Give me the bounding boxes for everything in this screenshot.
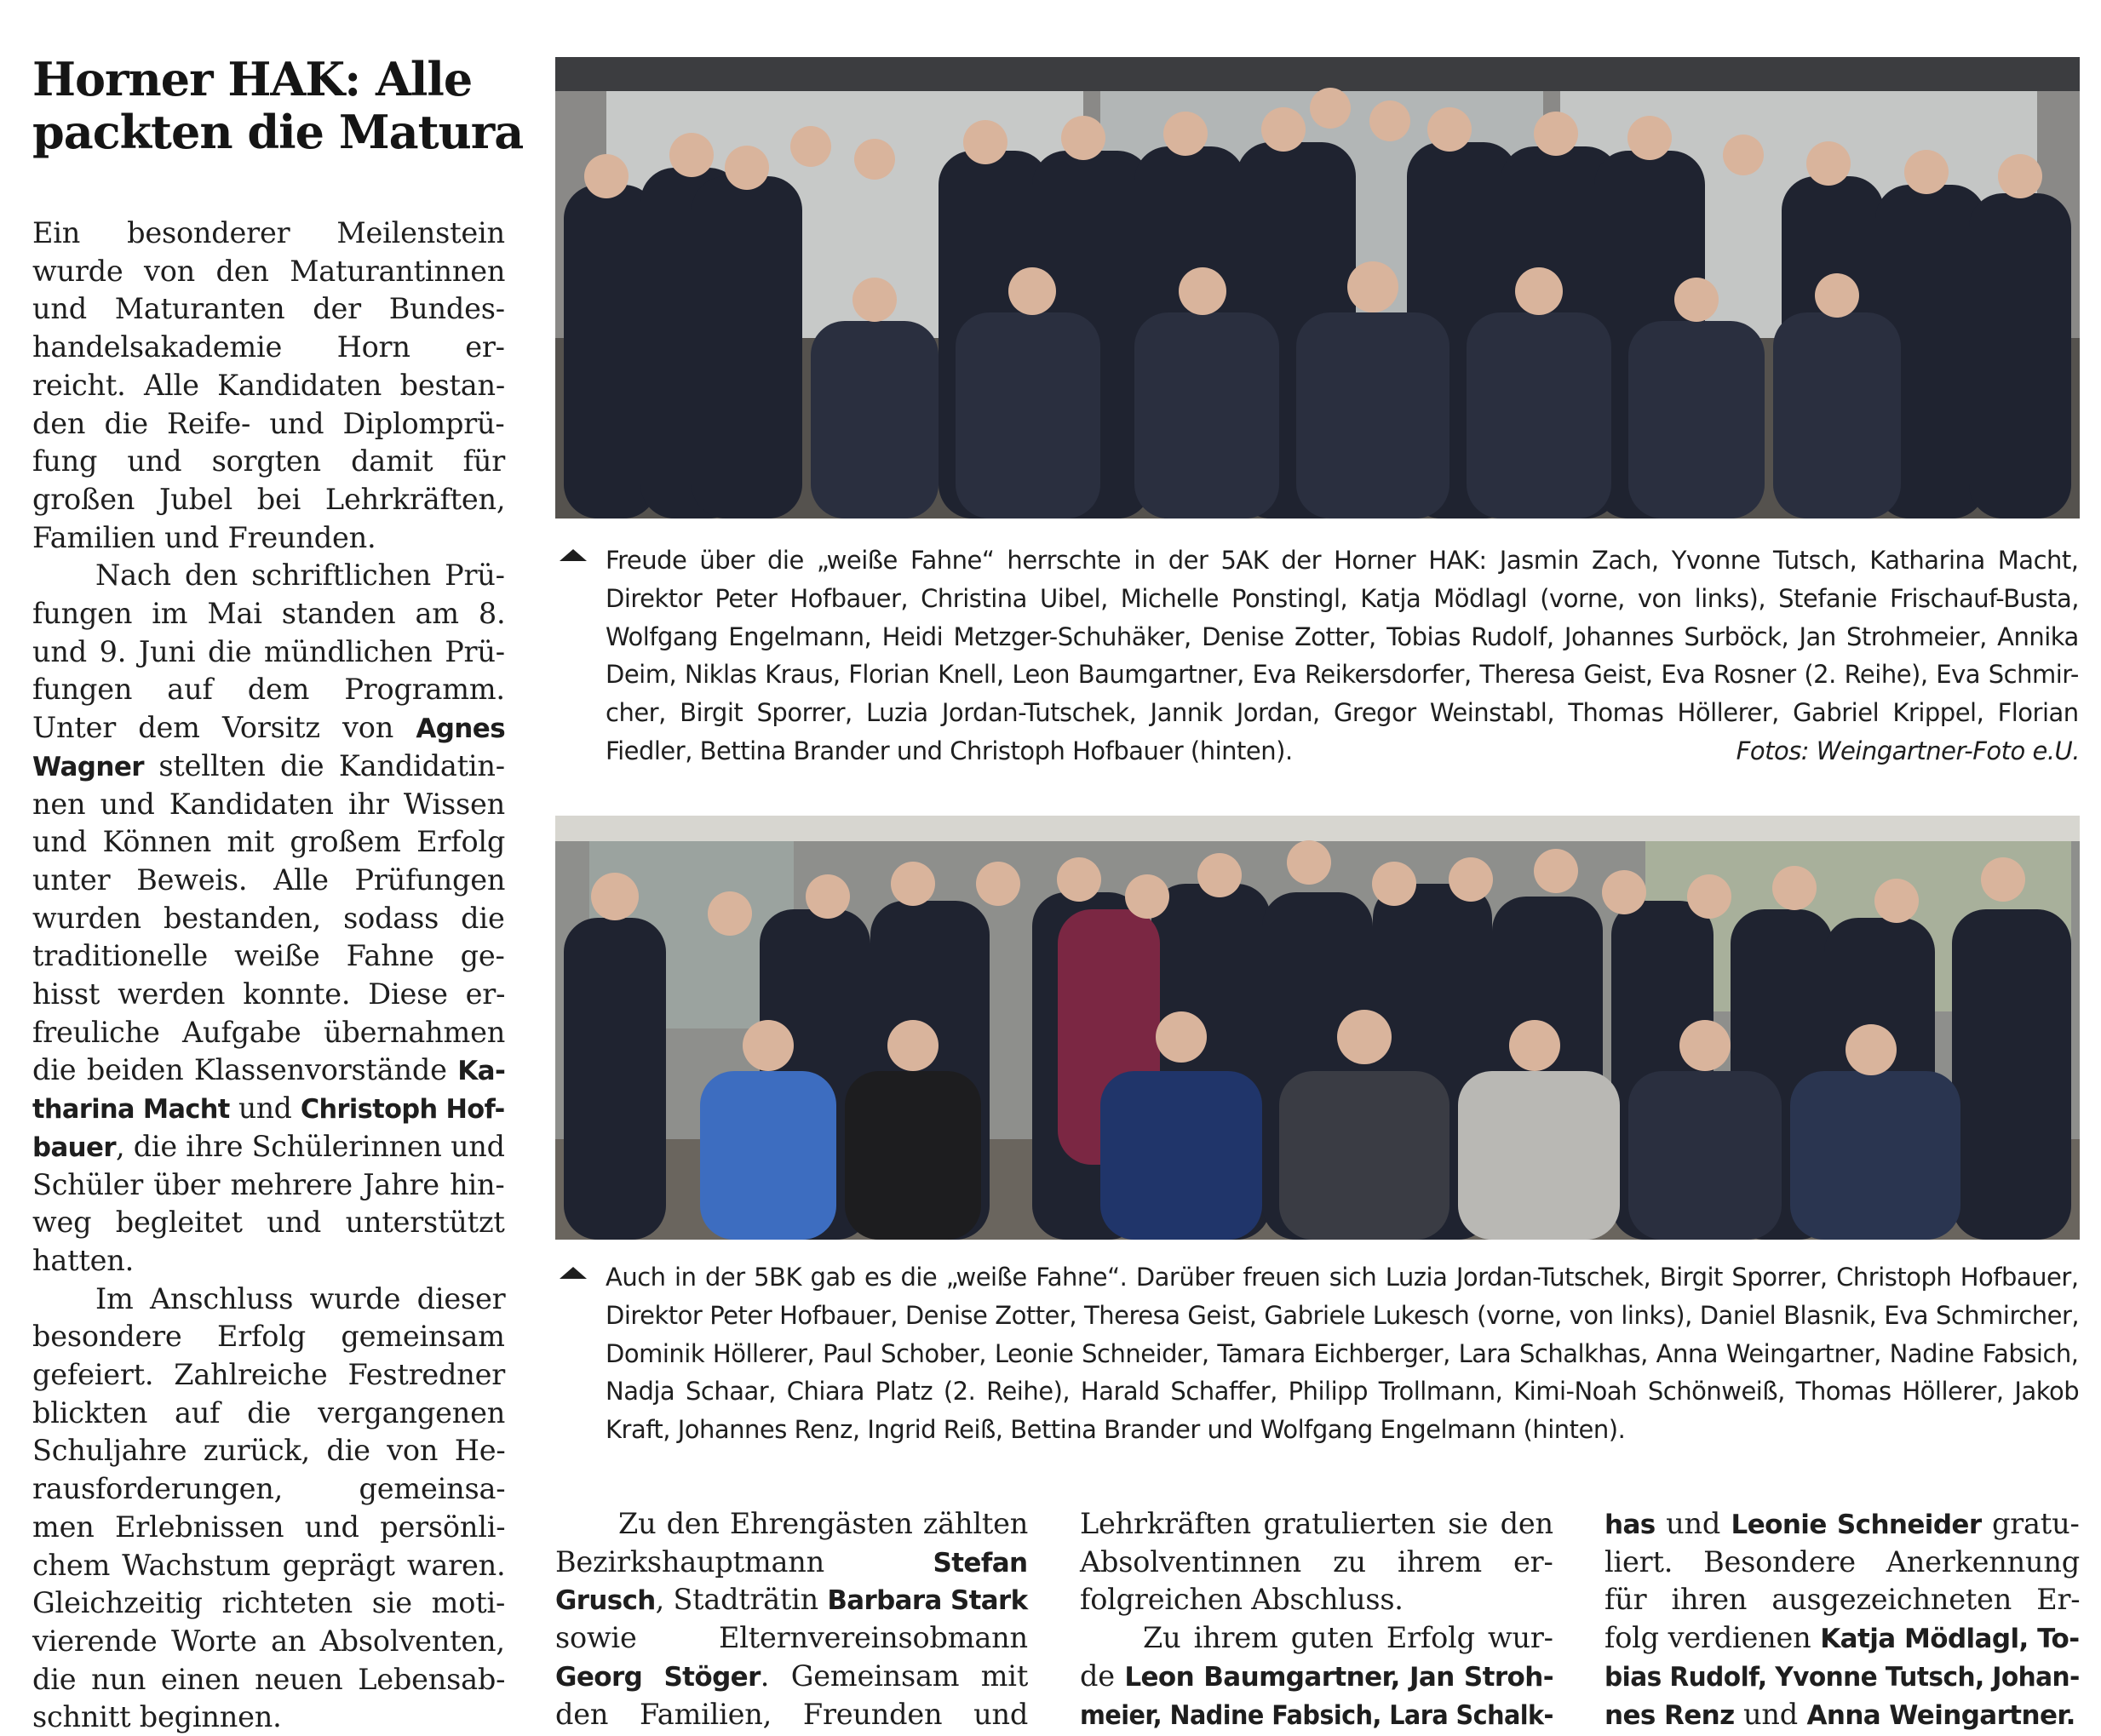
column3-line <box>1080 1696 1553 1734</box>
text-run: wurden bestanden, sodass die <box>32 901 505 935</box>
text-run: fungen auf dem Programm. <box>32 673 505 707</box>
headline-line-1: Horner HAK: Alle <box>32 52 473 106</box>
column1-line <box>32 1090 505 1128</box>
caption1-line: Freude über die „weiße Fahne“ herrschte in der 5AK der Horner HAK: Jasmin Zach, Yvonne Tutsch, Katharina Macht, <box>606 546 2079 575</box>
bold-name: Anna Weingartner. <box>1806 1699 2075 1731</box>
article-headline <box>32 52 524 159</box>
text-run: Familien und Freunden. <box>32 520 376 554</box>
column1-line <box>32 748 505 786</box>
text-run: und <box>1734 1697 1807 1731</box>
bold-name: Wagner <box>32 751 144 782</box>
column1-line <box>32 329 505 366</box>
text-run: Unter dem Vorsitz von <box>32 711 416 745</box>
text-run: Lehrkräften gratulierten sie den <box>1080 1507 1553 1540</box>
column1-line <box>32 1623 505 1660</box>
bold-name: Leonie Schneider <box>1731 1510 1982 1540</box>
text-run: großen Jubel bei Lehrkräften, <box>32 482 506 516</box>
column1-line <box>32 215 505 252</box>
text-run: die nun einen neuen Lebensab- <box>32 1662 506 1696</box>
column1-line <box>32 633 505 671</box>
column1-line <box>32 595 505 633</box>
column1-line <box>32 976 505 1013</box>
caption-1-marker-icon <box>560 549 587 561</box>
column1-line <box>32 1318 505 1355</box>
column4-line <box>1604 1619 2080 1658</box>
text-run: Zu den Ehrengästen zählten <box>618 1507 1029 1540</box>
column3-line <box>1080 1505 1553 1543</box>
text-run: . Gemeinsam mit <box>760 1659 1029 1693</box>
column1-line <box>32 1356 505 1394</box>
text-run: besondere Erfolg gemeinsam <box>32 1320 505 1354</box>
text-run: Nach den schriftlichen Prü- <box>95 559 505 593</box>
bold-name: Barbara Stark <box>827 1585 1028 1617</box>
column4-line <box>1604 1658 2080 1696</box>
column1-line <box>32 1166 505 1204</box>
text-run: men Erlebnissen und persönli- <box>32 1510 506 1544</box>
column1-line <box>32 900 505 937</box>
column3-line <box>1143 1619 1553 1657</box>
bold-name: Grusch <box>555 1585 656 1617</box>
text-run: folg verdienen <box>1604 1621 1821 1655</box>
text-run: reicht. Alle Kandidaten bestan- <box>32 368 505 402</box>
bold-name: bauer <box>32 1132 116 1163</box>
text-run: folgreichen Abschluss. <box>1080 1583 1404 1617</box>
bold-name: Agnes <box>416 713 506 745</box>
column1-line <box>32 1547 505 1584</box>
text-run: fungen im Mai standen am 8. <box>32 597 506 630</box>
bold-name: bias Rudolf, Yvonne Tutsch, Johan- <box>1604 1661 2080 1693</box>
text-run: den Familien, Freunden und <box>555 1697 1029 1731</box>
bold-name: Georg Stöger <box>555 1661 761 1693</box>
caption2-line: Direktor Peter Hofbauer, Denise Zotter, Theresa Geist, Gabriele Lukesch (vorne, von links), Daniel Blasnik, Eva Schmircher, <box>606 1300 2080 1330</box>
text-run: vierende Worte an Absolventen, <box>32 1624 505 1658</box>
text-run: rausforderungen, gemeinsa- <box>32 1472 506 1506</box>
text-run: chem Wachstum geprägt waren. <box>32 1548 506 1582</box>
caption2-line: Kraft, Johannes Renz, Ingrid Reiß, Bettina Brander und Wolfgang Engelmann (hinten). <box>606 1415 1626 1445</box>
column1-line <box>32 1509 505 1546</box>
caption1-line: Deim, Niklas Kraus, Florian Knell, Leon Baumgartner, Eva Reikersdorfer, Theresa Geist, Eva Rosner (2. Reihe), Eva Schmir- <box>606 660 2079 690</box>
column2-line <box>555 1658 1028 1696</box>
text-run: Ein besonderer Meilenstein <box>32 216 505 249</box>
column1-line <box>32 443 505 480</box>
caption2-line: Dominik Höllerer, Paul Schober, Leonie Schneider, Tamara Eichberger, Lara Schalkhas, Anna Weingartner, Nadine Fabsich, <box>606 1338 2079 1368</box>
column2-line <box>555 1581 1028 1619</box>
text-run: weg begleitet und unterstützt <box>32 1206 505 1240</box>
text-run: gratu- <box>1981 1507 2080 1540</box>
column1-line <box>32 1128 505 1166</box>
column1-line <box>32 937 505 975</box>
text-run: handelsakademie Horn er- <box>32 330 505 364</box>
column1-line <box>32 1204 505 1241</box>
text-run: den die Reife- und Diplomprü- <box>32 406 505 440</box>
column1-line <box>32 1014 505 1051</box>
column1-line <box>32 519 376 557</box>
column1-line <box>32 709 505 748</box>
class-5ak-group-photo <box>555 57 2080 519</box>
text-run: für ihren ausgezeichneten Er- <box>1604 1583 2081 1617</box>
class-5bk-group-photo <box>555 816 2080 1240</box>
text-run: Absolventinnen zu ihrem er- <box>1080 1544 1553 1578</box>
column1-line <box>32 290 505 328</box>
column1-line <box>32 253 505 290</box>
column3-line <box>1080 1658 1553 1696</box>
text-run: und Maturanten der Bundes- <box>32 292 505 326</box>
caption1-line: Wolfgang Engelmann, Heidi Metzger-Schuhäker, Denise Zotter, Tobias Rudolf, Johannes Surböck, Jan Strohmeier, Annika <box>606 622 2079 651</box>
column1-line <box>32 1242 134 1280</box>
text-run: hatten. <box>32 1243 135 1277</box>
text-run: nen und Kandidaten ihr Wissen <box>32 787 506 821</box>
column4-line <box>1604 1544 2080 1581</box>
column1-line <box>32 1051 505 1090</box>
caption1-line: Fiedler, Bettina Brander und Christoph Hofbauer (hinten). <box>606 736 1293 765</box>
column2-line <box>618 1505 1028 1543</box>
text-run: Gleichzeitig richteten sie moti- <box>32 1586 506 1620</box>
text-run: , Stadträtin <box>655 1583 828 1617</box>
bold-name: Ka- <box>457 1056 506 1087</box>
column2-line <box>555 1619 1028 1657</box>
column1-line <box>32 481 505 519</box>
text-run: traditionelle weiße Fahne ge- <box>32 939 505 973</box>
text-run: sowie Elternvereinsobmann <box>555 1621 1028 1655</box>
column1-line <box>32 367 505 404</box>
column2-line <box>555 1544 1028 1582</box>
text-run: und <box>1655 1507 1731 1540</box>
text-run: fung und sorgten damit für <box>32 444 506 478</box>
caption1-line: Direktor Peter Hofbauer, Christina Uibel, Michelle Ponstingl, Katja Mödlagl (vorne, von links), Stefanie Frischauf-Busta, <box>606 583 2079 613</box>
column1-line <box>32 1432 505 1470</box>
headline-line-2: packten die Matura <box>32 105 524 159</box>
column1-line <box>32 671 505 708</box>
text-run: und <box>229 1091 301 1126</box>
column4-line <box>1604 1696 2075 1734</box>
caption2-line: Auch in der 5BK gab es die „weiße Fahne“. Darüber freuen sich Luzia Jordan-Tutschek, Birgit Sporrer, Christoph Hofbauer, <box>606 1263 2079 1292</box>
bold-name: has <box>1604 1510 1656 1540</box>
text-run: und 9. Juni die mündlichen Prü- <box>32 634 505 668</box>
text-run: schnitt beginnen. <box>32 1700 282 1734</box>
bold-name: Stefan <box>933 1547 1028 1578</box>
column3-line <box>1080 1544 1553 1581</box>
column3-line <box>1080 1581 1404 1619</box>
caption2-line: Nadja Schaar, Chiara Platz (2. Reihe), Harald Schaffer, Philipp Trollmann, Kimi-Noah Schönweiß, Thomas Höllerer, Jakob <box>606 1377 2080 1407</box>
column1-line <box>95 1281 505 1318</box>
bold-name: nes Renz <box>1604 1699 1735 1731</box>
text-run: , die ihre Schülerinnen und <box>115 1129 505 1163</box>
column4-line <box>1604 1505 2080 1544</box>
caption-2-marker-icon <box>560 1267 587 1279</box>
column4-line <box>1604 1581 2080 1619</box>
column1-line <box>32 1661 505 1699</box>
photo-credit: Fotos: Weingartner-Foto e.U. <box>1736 736 2080 765</box>
text-run: und Können mit großem Erfolg <box>32 825 506 859</box>
bold-name: Christoph Hof- <box>300 1094 505 1126</box>
text-run: Schuljahre zurück, die von He- <box>32 1434 506 1468</box>
bold-name: Katja Mödlagl, To- <box>1820 1624 2080 1655</box>
column1-line <box>32 823 505 861</box>
text-run: blickten auf die vergangenen <box>32 1395 506 1429</box>
bold-name: Leon Baumgartner, Jan Stroh- <box>1124 1661 1553 1693</box>
bold-name: meier, Nadine Fabsich, Lara Schalk- <box>1080 1699 1553 1731</box>
text-run: hisst werden konnte. Diese er- <box>32 977 506 1011</box>
column1-line <box>32 1470 505 1508</box>
text-run: gefeiert. Zahlreiche Festredner <box>32 1358 506 1391</box>
column1-line <box>32 786 505 823</box>
text-run: stellten die Kandidatin- <box>143 748 505 782</box>
column2-line <box>555 1696 1028 1733</box>
text-run: Schüler über mehrere Jahre hin- <box>32 1167 505 1201</box>
text-run: Bezirkshauptmann <box>555 1544 933 1578</box>
text-run: de <box>1080 1659 1125 1693</box>
text-run: liert. Besondere Anerkennung <box>1604 1544 2081 1578</box>
text-run: freuliche Aufgabe übernahmen <box>32 1015 506 1049</box>
text-run: die beiden Klassenvorstände <box>32 1053 458 1087</box>
text-run: wurde von den Maturantinnen <box>32 254 506 288</box>
column1-line <box>32 862 505 899</box>
column1-line <box>95 557 505 594</box>
text-run: Zu ihrem guten Erfolg wur- <box>1143 1621 1553 1655</box>
column1-line <box>32 1699 282 1736</box>
bold-name: tharina Macht <box>32 1094 230 1126</box>
column1-line <box>32 1584 505 1622</box>
text-run: Im Anschluss wurde dieser <box>95 1281 506 1315</box>
column1-line <box>32 405 505 443</box>
caption1-line: cher, Birgit Sporrer, Luzia Jordan-Tutschek, Jannik Jordan, Gregor Weinstabl, Thomas Höllerer, Gabriel Krippel, Florian <box>606 698 2079 728</box>
text-run: unter Beweis. Alle Prüfungen <box>32 862 506 897</box>
column1-line <box>32 1395 505 1432</box>
